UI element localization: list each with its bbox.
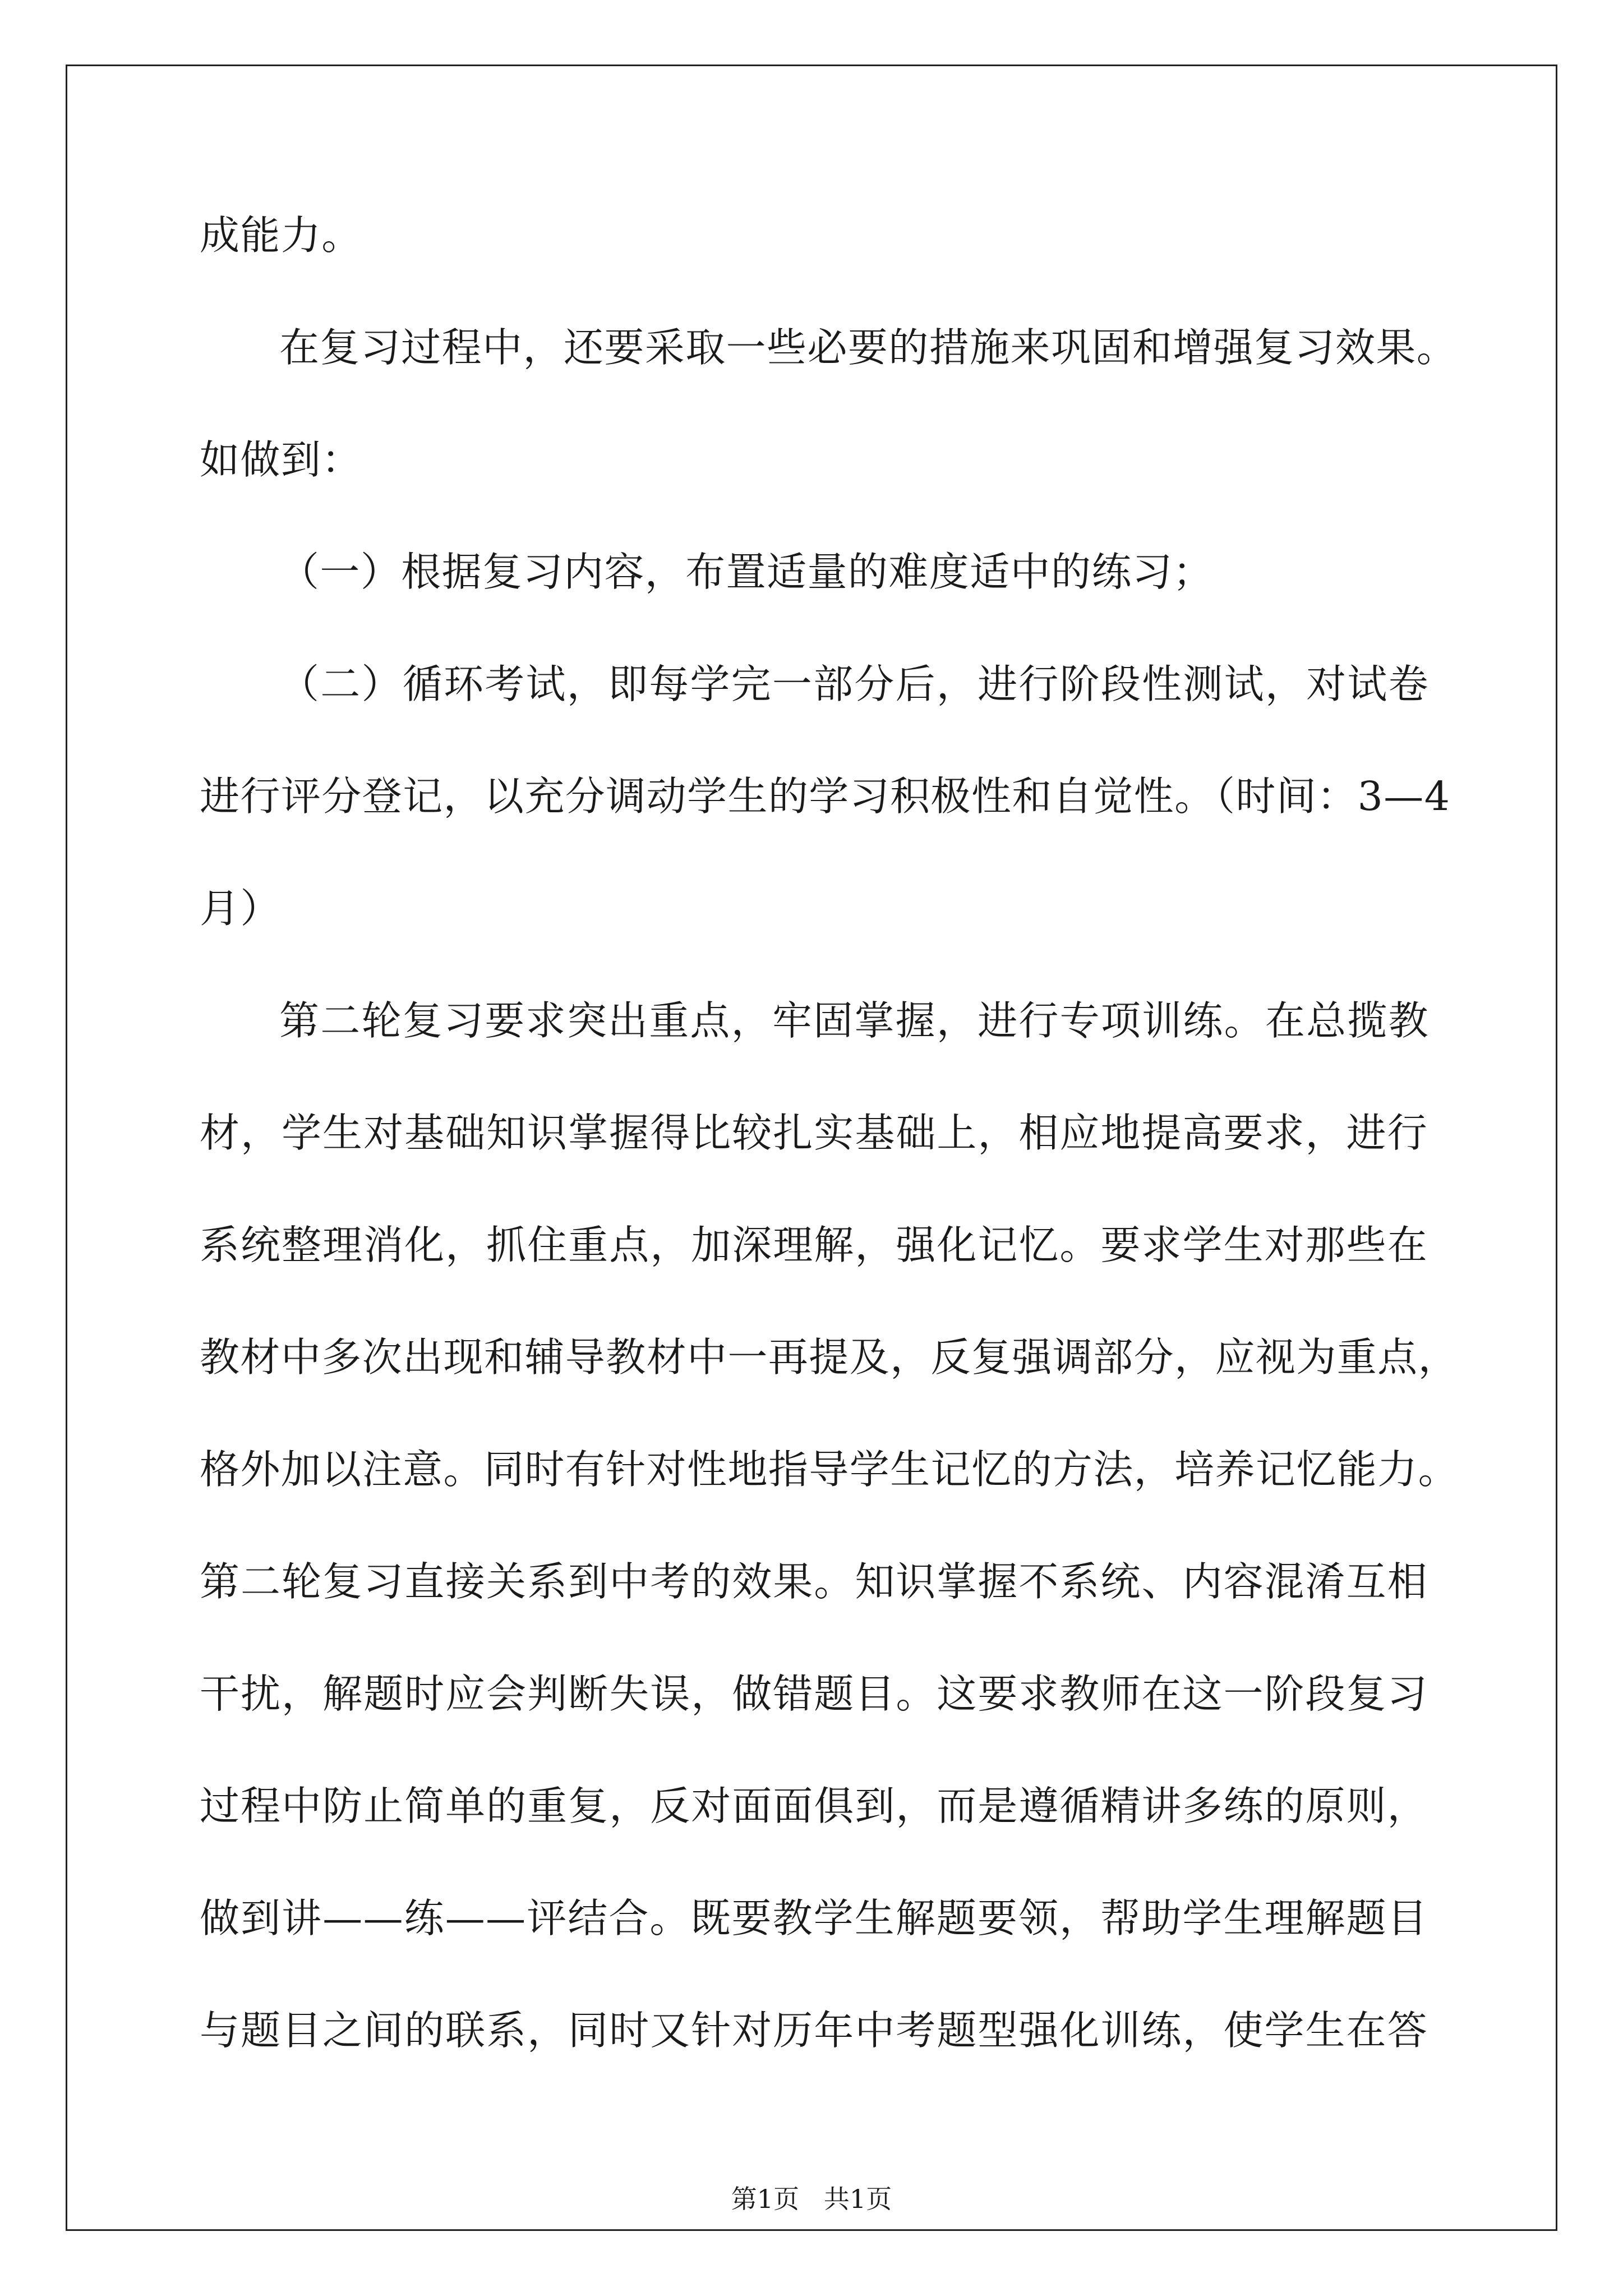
text-line: 过程中防止简单的重复，反对面面俱到，而是遵循精讲多练的原则， [200, 1783, 1428, 1829]
text-line: 与题目之间的联系，同时又针对历年中考题型强化训练，使学生在答 [200, 2007, 1428, 2054]
text-line: 第二轮复习要求突出重点，牢固掌握，进行专项训练。在总揽教 [279, 997, 1429, 1044]
text-line: 月） [200, 885, 281, 932]
text-line: 教材中多次出现和辅导教材中一再提及，反复强调部分，应视为重点， [200, 1334, 1459, 1381]
text-line: 进行评分登记，以充分调动学生的学习积极性和自觉性。（时间：3—4 [200, 773, 1451, 820]
text-line: 做到讲——练——评结合。既要教学生解题要领，帮助学生理解题目 [200, 1895, 1428, 1941]
text-line: 如做到： [200, 436, 362, 483]
text-line: 在复习过程中，还要采取一些必要的措施来巩固和增强复习效果。 [279, 324, 1458, 371]
text-line: 成能力。 [200, 212, 362, 259]
text-line: 系统整理消化，抓住重点，加深理解，强化记忆。要求学生对那些在 [200, 1222, 1428, 1268]
text-line: 格外加以注意。同时有针对性地指导学生记忆的方法，培养记忆能力。 [200, 1446, 1459, 1493]
text-line: 干扰，解题时应会判断失误，做错题目。这要求教师在这一阶段复习 [200, 1671, 1428, 1717]
text-line: （一）根据复习内容，布置适量的难度适中的练习； [279, 549, 1214, 595]
text-line: （二）循环考试，即每学完一部分后，进行阶段性测试，对试卷 [279, 661, 1429, 707]
text-line: 第二轮复习直接关系到中考的效果。知识掌握不系统、内容混淆互相 [200, 1558, 1428, 1605]
text-line: 材，学生对基础知识掌握得比较扎实基础上，相应地提高要求，进行 [200, 1110, 1428, 1156]
page-footer: 第1页 共1页 [731, 2184, 892, 2214]
